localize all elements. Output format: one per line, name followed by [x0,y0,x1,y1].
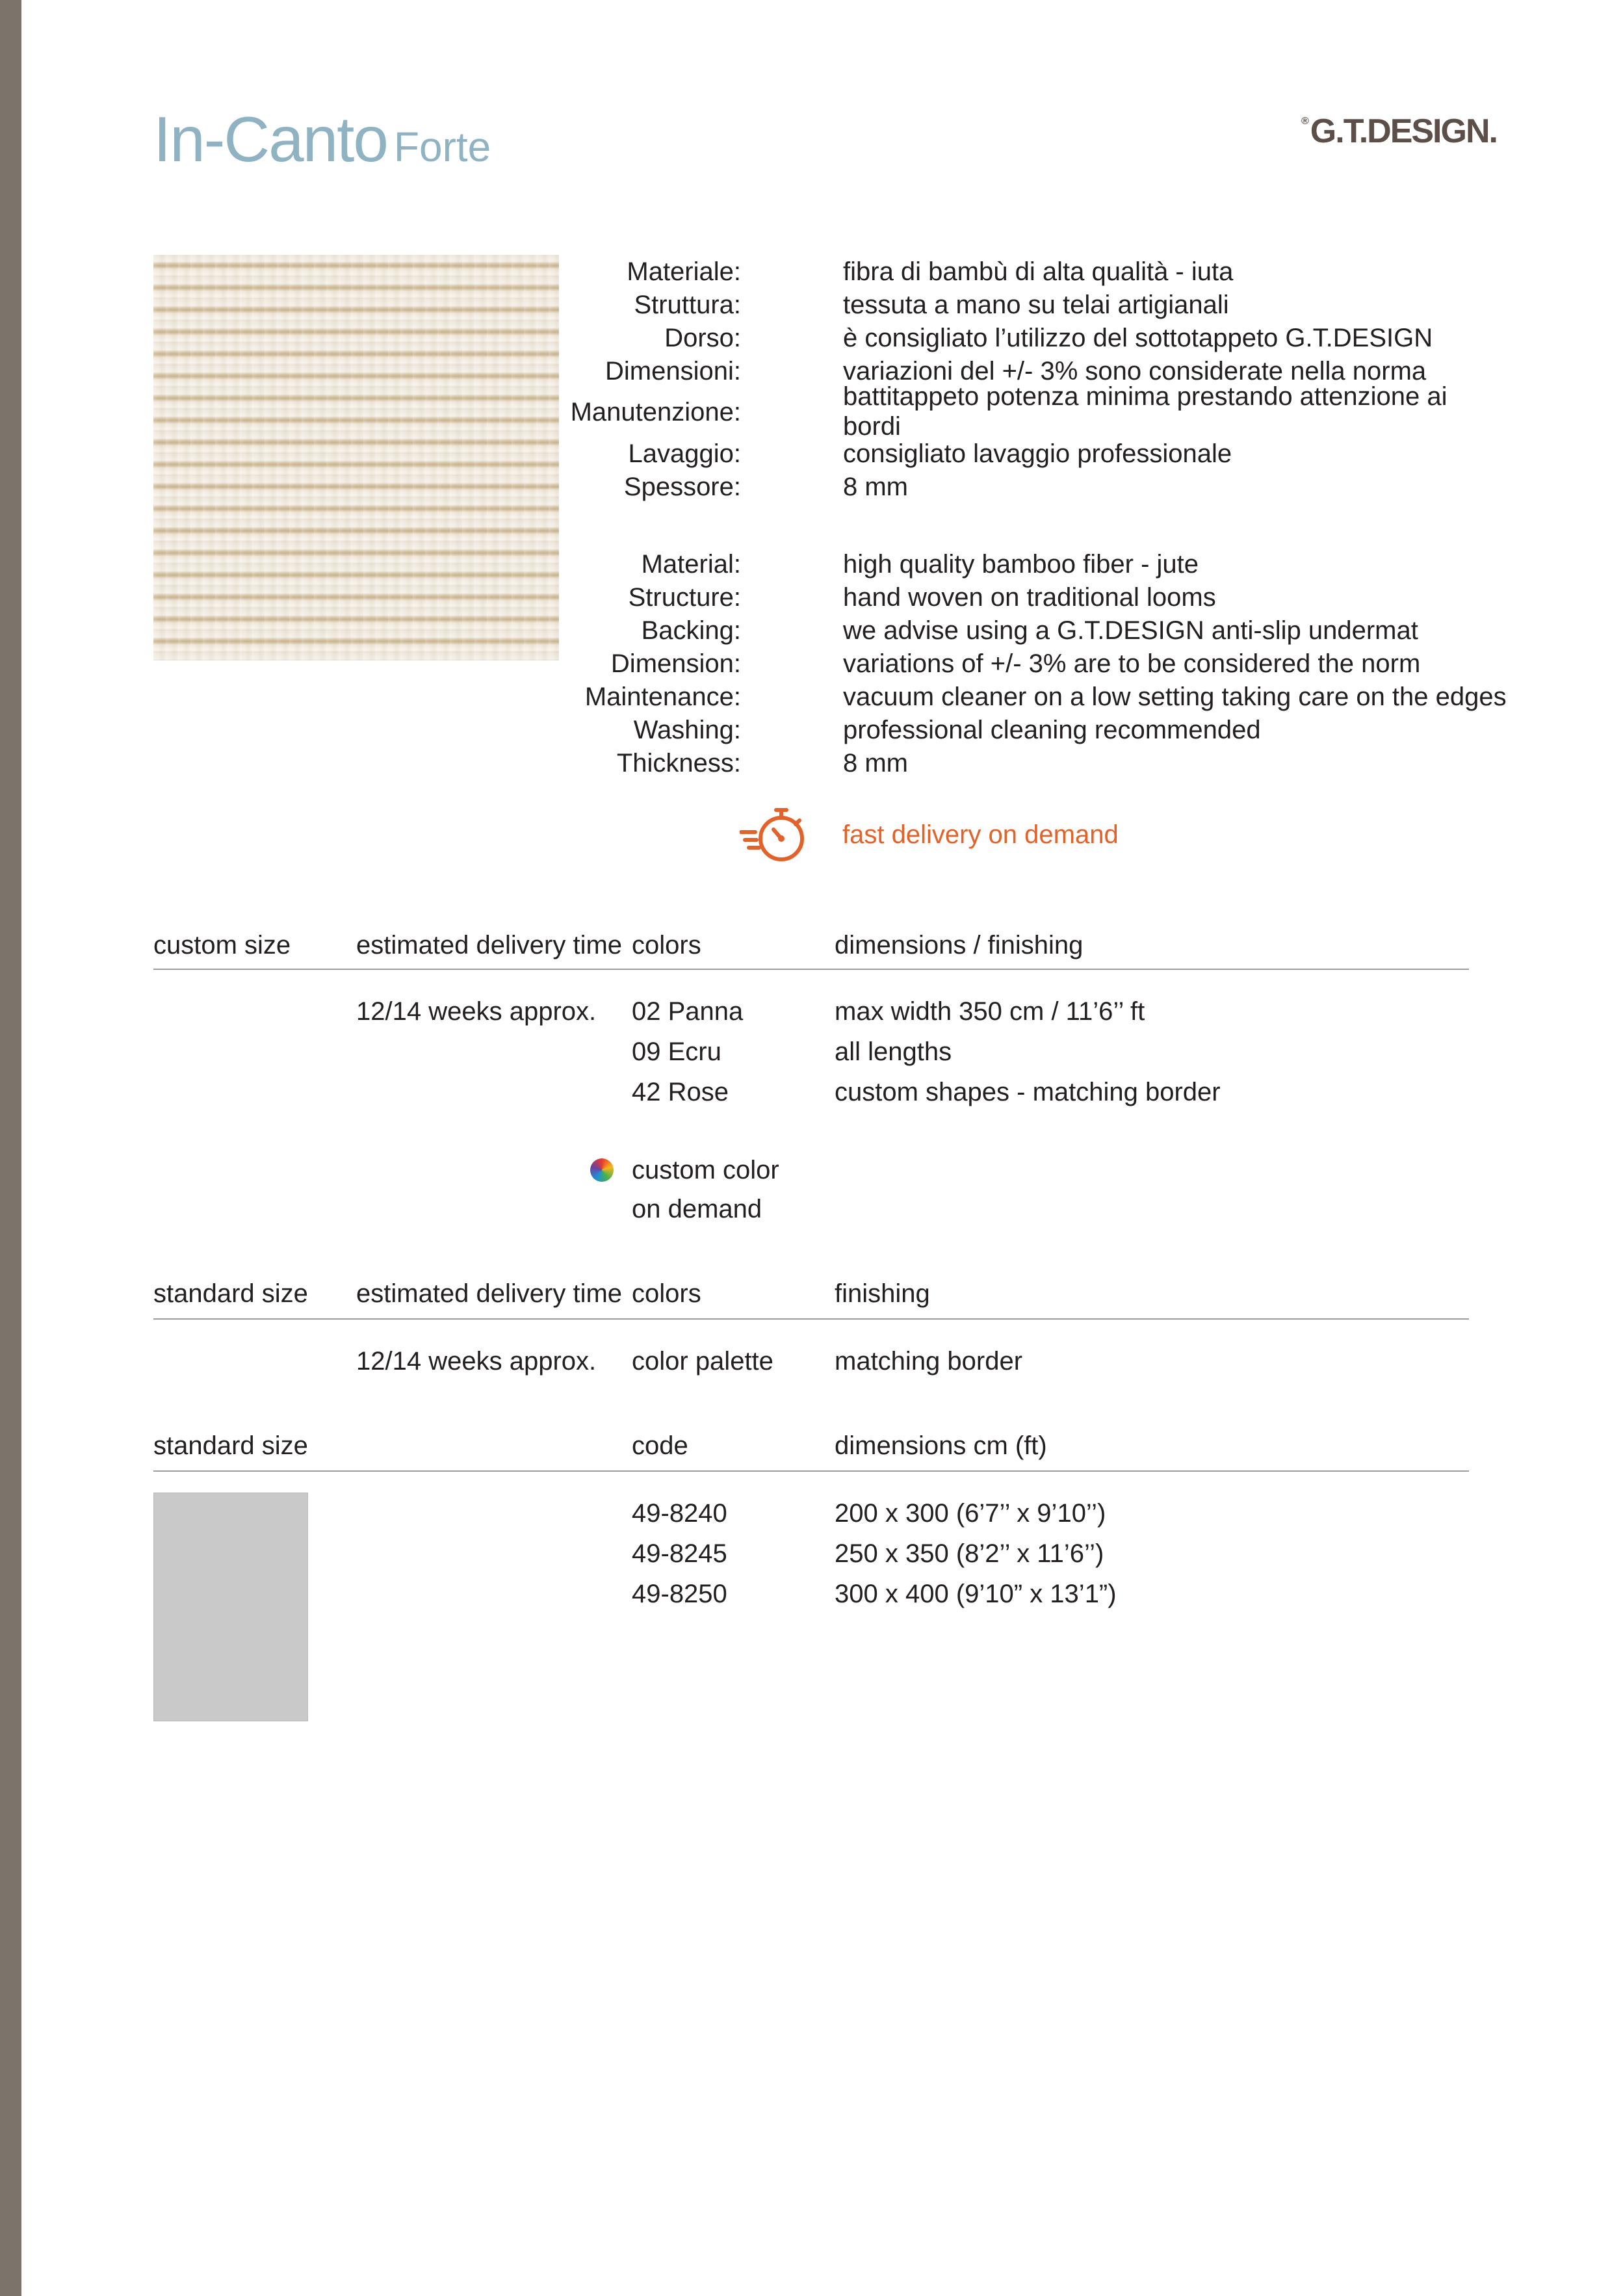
spec-value: consigliato lavaggio professionale [843,439,1232,468]
spec-row [585,255,1482,289]
table-header-delivery-time: estimated delivery time [356,1279,623,1308]
stopwatch-fast-icon [740,803,807,865]
table-header-colors: colors [632,931,701,959]
table-divider [153,1470,1469,1472]
table-header-standard-size: standard size [153,1431,308,1460]
spec-row [585,548,1482,581]
brand-logo [1301,112,1497,151]
spec-value: we advise using a G.T.DESIGN anti-slip undermat [843,616,1418,645]
product-code: 49-8240 [632,1499,727,1528]
table-header-custom-size: custom size [153,931,291,959]
standard-delivery-time: 12/14 weeks approx. [356,1347,597,1376]
product-title-sub: Forte [393,124,491,170]
spec-label: Dorso: [664,324,741,352]
spec-value: è consigliato l’utilizzo del sottotappeto G.T.DESIGN [843,324,1433,352]
color-item: 42 Rose [632,1078,729,1106]
specs-italian [570,255,1482,504]
spec-row [584,681,1507,714]
spec-row [585,747,1482,780]
spec-label: Materiale: [627,257,741,286]
table-header-dimensions-cm: dimensions cm (ft) [835,1431,1047,1460]
spec-value: variations of +/- 3% are to be considered the norm [843,649,1421,678]
spec-value: professional cleaning recommended [843,716,1261,744]
spec-value: variazioni del +/- 3% sono considerate nella norma [843,357,1427,385]
spec-label: Structure: [628,583,741,612]
product-title [153,103,491,176]
spec-label: Dimension: [610,649,741,678]
spec-label: Lavaggio: [628,439,741,468]
dimension-item: custom shapes - matching border [835,1078,1221,1106]
spec-row [585,471,1482,504]
color-wheel-icon [590,1158,614,1182]
spec-label: Maintenance: [584,683,741,711]
custom-delivery-time: 12/14 weeks approx. [356,997,597,1026]
standard-finishing: matching border [835,1347,1023,1376]
spec-value: 8 mm [843,749,908,777]
custom-color-line2: on demand [632,1195,762,1223]
table-header-dimensions-finishing: dimensions / finishing [835,931,1084,959]
color-item: 02 Panna [632,997,744,1026]
rug-shape-thumbnail [153,1493,308,1721]
spec-value: hand woven on traditional looms [843,583,1216,612]
spec-row [585,322,1482,355]
spec-label: Backing: [641,616,741,645]
spec-label: Spessore: [623,473,741,501]
spec-value: battitappeto potenza minima prestando attenzione ai bordi [843,382,1448,441]
spec-label: Struttura: [634,291,741,319]
table-divider [153,1318,1469,1320]
brand-name: G.T.DESIGN. [1310,112,1497,150]
rug-texture-image [153,255,559,660]
spec-row [585,437,1482,471]
product-dimensions: 250 x 350 (8’2’’ x 11’6’’) [835,1539,1104,1568]
table-divider [153,969,1469,970]
spec-value: fibra di bambù di alta qualità - iuta [843,257,1234,286]
spec-label: Manutenzione: [570,398,741,426]
color-item: 09 Ecru [632,1037,721,1066]
spec-row [585,647,1482,681]
table-header-delivery-time: estimated delivery time [356,931,623,959]
spec-label: Thickness: [616,749,741,777]
spec-label: Washing: [633,716,741,744]
table-header-standard-size: standard size [153,1279,308,1308]
spec-row [570,382,1482,441]
spec-row [585,289,1482,322]
brand-registered-mark: ® [1301,116,1309,127]
product-dimensions: 200 x 300 (6’7’’ x 9’10’’) [835,1499,1106,1528]
spec-row [585,581,1482,614]
table-header-finishing: finishing [835,1279,930,1308]
standard-colors: color palette [632,1347,773,1376]
dimension-item: max width 350 cm / 11’6’’ ft [835,997,1145,1026]
spec-row [585,614,1482,647]
custom-color-line1: custom color [632,1156,779,1184]
fast-delivery-label: fast delivery on demand [842,820,1119,849]
specs-english [584,548,1507,780]
product-code: 49-8250 [632,1580,727,1608]
table-header-code: code [632,1431,688,1460]
spec-row [585,714,1482,747]
dimension-item: all lengths [835,1037,952,1066]
table-header-colors: colors [632,1279,701,1308]
spec-value: tessuta a mano su telai artigianali [843,291,1229,319]
spec-value: vacuum cleaner on a low setting taking care on the edges [843,683,1507,711]
spec-value: 8 mm [843,473,908,501]
spec-label: Material: [641,550,741,579]
product-code: 49-8245 [632,1539,727,1568]
product-title-main: In-Canto [153,103,387,175]
spec-value: high quality bamboo fiber - jute [843,550,1199,579]
left-sidebar-bar [0,0,21,2296]
spec-label: Dimensioni: [605,357,741,385]
product-dimensions: 300 x 400 (9’10” x 13’1”) [835,1580,1117,1608]
